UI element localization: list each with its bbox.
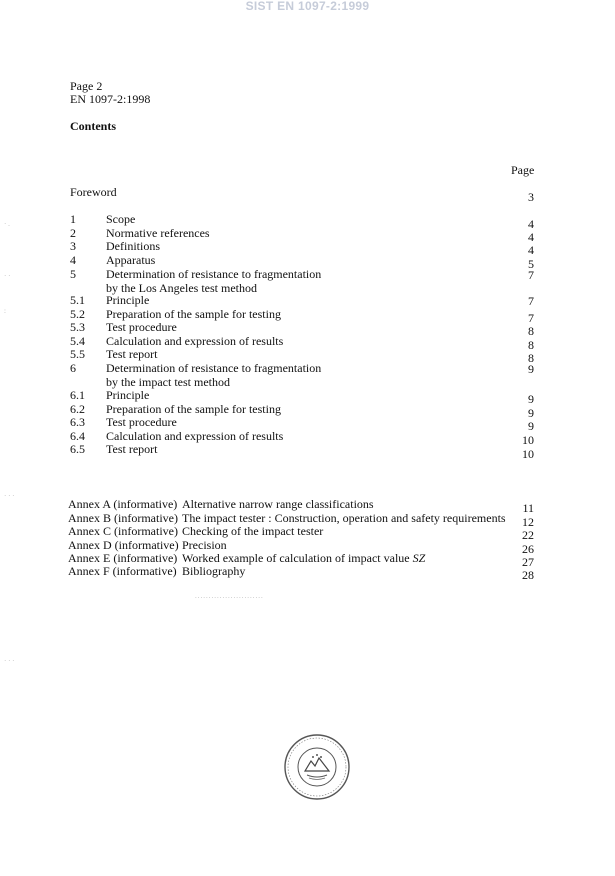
annex-label: Annex A (informative) — [68, 497, 178, 511]
toc-section-title: Definitions — [106, 239, 160, 253]
foreword-page: 3 — [528, 190, 534, 204]
annex-page-number: 12 — [522, 515, 534, 529]
annex-page-number: 26 — [522, 542, 534, 556]
toc-entry[interactable] — [70, 362, 540, 389]
toc-entry[interactable] — [70, 320, 540, 338]
toc-entry[interactable] — [70, 347, 540, 365]
toc-section-title: Test procedure — [106, 415, 177, 429]
annex-label: Annex E (informative) — [68, 551, 178, 565]
toc-page-number: 9 — [528, 362, 534, 376]
scan-noise: : — [4, 307, 6, 315]
toc-section-number: 1 — [70, 212, 76, 226]
toc-entry[interactable] — [70, 268, 540, 295]
annex-label: Annex C (informative) — [68, 524, 178, 538]
scan-noise: ......................... — [195, 592, 264, 600]
foreword-entry[interactable] — [70, 185, 540, 204]
scan-noise: · · — [4, 272, 11, 280]
toc-section-title: by the Los Angeles test method — [106, 280, 257, 295]
toc-entry[interactable] — [70, 415, 540, 433]
page-label: Page 2 — [70, 79, 103, 93]
toc-section-title: Preparation of the sample for testing — [106, 307, 281, 321]
toc-page-number: 8 — [528, 351, 534, 365]
toc-page-number: 9 — [528, 406, 534, 420]
scan-noise: · · · — [4, 657, 15, 665]
toc-section-number: 5.4 — [70, 334, 85, 348]
toc-section-number: 6 — [70, 361, 76, 375]
toc-page-number: 7 — [528, 294, 534, 308]
toc-section-number: 5.1 — [70, 293, 85, 307]
toc-section-number: 5.5 — [70, 347, 85, 361]
standard-number: EN 1097-2:1998 — [70, 92, 151, 106]
toc-entry[interactable] — [70, 388, 540, 406]
annex-page-number: 11 — [522, 501, 534, 515]
foreword-title: Foreword — [70, 185, 117, 199]
toc-section-title: Preparation of the sample for testing — [106, 402, 281, 416]
toc-entry[interactable] — [70, 239, 540, 257]
toc-section-title: Calculation and expression of results — [106, 429, 284, 443]
toc-page-number: 4 — [528, 217, 534, 231]
toc-page-number: 10 — [522, 447, 534, 461]
toc-section-number: 5 — [70, 267, 76, 281]
toc-page-number: 7 — [528, 311, 534, 325]
toc-section-number: 5.2 — [70, 307, 85, 321]
toc-section-title: Test report — [106, 347, 158, 361]
scan-noise: · · · — [4, 492, 15, 500]
toc-section-number: 6.4 — [70, 429, 85, 443]
annex-entry[interactable] — [68, 524, 540, 542]
annex-label: Annex B (informative) — [68, 511, 178, 525]
annex-title: Bibliography — [182, 564, 246, 578]
toc-section-number: 4 — [70, 253, 76, 267]
toc-page-number: 4 — [528, 243, 534, 257]
toc-page-number: 8 — [528, 338, 534, 352]
toc-section-title: Calculation and expression of results — [106, 334, 284, 348]
toc-page-number: 8 — [528, 324, 534, 338]
toc-section-title: Test procedure — [106, 320, 177, 334]
toc-section-title: Determination of resistance to fragmentation — [106, 267, 322, 281]
toc-page-number: 4 — [528, 230, 534, 244]
toc-page-number: 7 — [528, 268, 534, 282]
toc-section-number: 6.5 — [70, 442, 85, 456]
annex-entry[interactable] — [68, 564, 540, 582]
toc-section-title: Test report — [106, 442, 158, 456]
page-column-heading: Page — [511, 163, 535, 177]
toc-section-title: Principle — [106, 388, 150, 402]
toc-section-number: 5.3 — [70, 320, 85, 334]
toc-section-title: Determination of resistance to fragmentation — [106, 361, 322, 375]
annex-title: Alternative narrow range classifications — [182, 497, 374, 511]
annex-title: Checking of the impact tester — [182, 524, 324, 538]
annex-title: The impact tester : Construction, operation and safety requirements — [182, 511, 506, 525]
toc-section-title: Scope — [106, 212, 136, 226]
toc-page-number: 9 — [528, 419, 534, 433]
toc-section-title: Apparatus — [106, 253, 156, 267]
annex-page-number: 27 — [522, 555, 534, 569]
scan-noise: · . — [4, 220, 10, 228]
toc-section-title: by the impact test method — [106, 374, 230, 389]
annex-title: Worked example of calculation of impact value SZ — [182, 551, 426, 565]
toc-section-number: 3 — [70, 239, 76, 253]
seal-stamp-icon — [283, 733, 351, 801]
annex-entry[interactable] — [68, 497, 540, 515]
toc-entry[interactable] — [70, 294, 540, 308]
toc-page-number: 9 — [528, 392, 534, 406]
toc-section-title: Principle — [106, 293, 150, 307]
toc-section-number: 2 — [70, 226, 76, 240]
toc-entry[interactable] — [70, 212, 540, 231]
annex-page-number: 22 — [522, 528, 534, 542]
toc-section-title: Normative references — [106, 226, 210, 240]
toc-section-number: 6.2 — [70, 402, 85, 416]
annex-title: Precision — [182, 538, 227, 552]
annex-label: Annex F (informative) — [68, 564, 177, 578]
toc-page-number: 10 — [522, 433, 534, 447]
toc-section-number: 6.1 — [70, 388, 85, 402]
annex-label: Annex D (informative) — [68, 538, 179, 552]
toc-section-number: 6.3 — [70, 415, 85, 429]
watermark: SIST EN 1097-2:1999 — [245, 0, 370, 13]
toc-page-number: 5 — [528, 257, 534, 271]
impact-value-symbol: SZ — [412, 551, 426, 565]
contents-heading: Contents — [70, 119, 117, 133]
toc-entry[interactable] — [70, 442, 540, 461]
annex-page-number: 28 — [522, 568, 534, 582]
toc-entry[interactable] — [70, 253, 540, 271]
